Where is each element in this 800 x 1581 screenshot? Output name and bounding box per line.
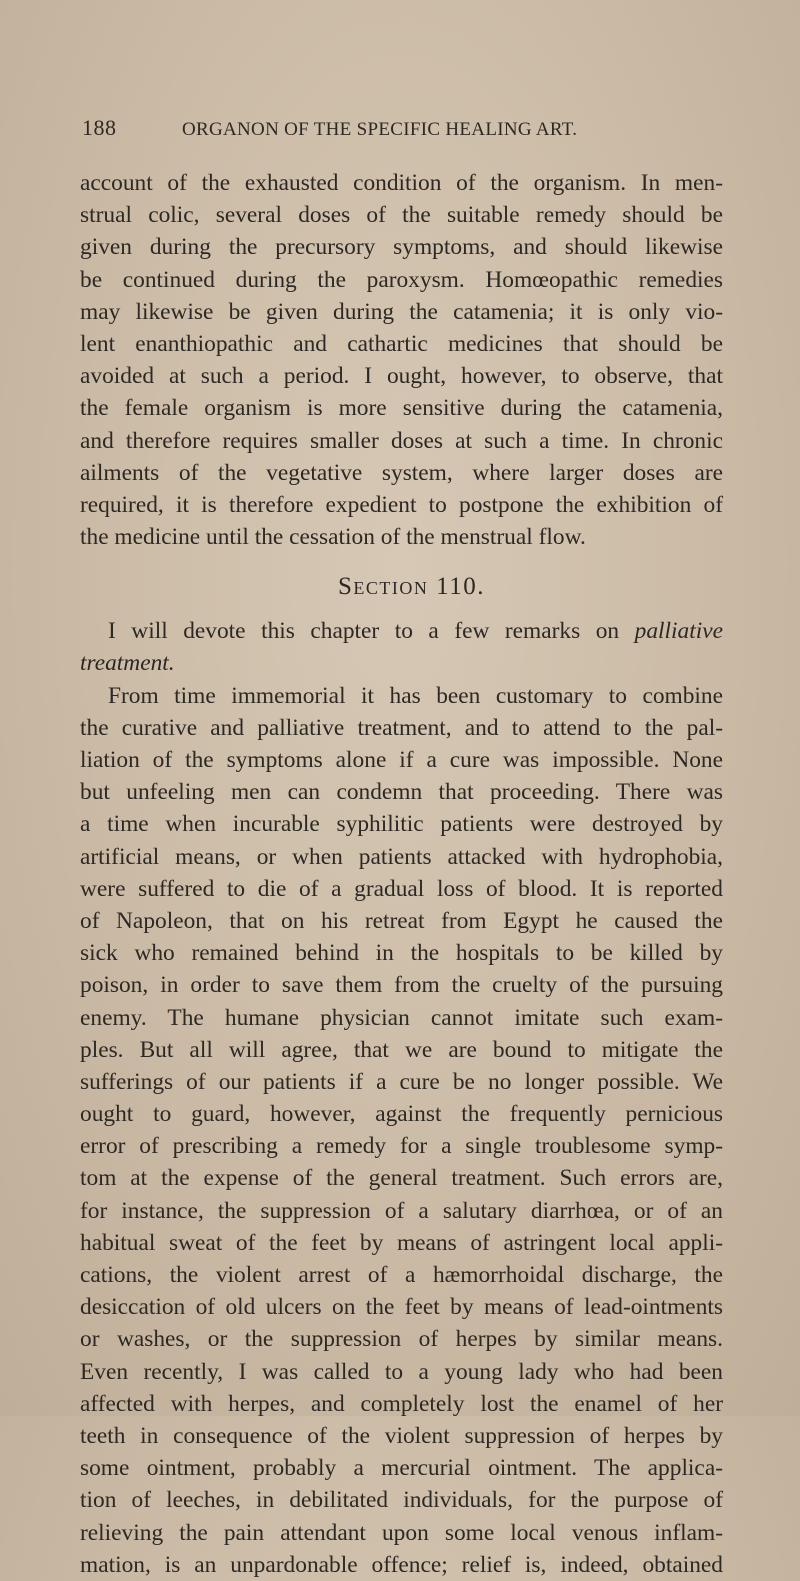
text-line: sick who remained behind in the hospitals to be killed by <box>80 940 723 967</box>
text-line: may likewise be given during the catamenia; it is only vio- <box>80 298 723 325</box>
text-line: artificial means, or when patients attacked with hydrophobia, <box>80 843 723 870</box>
text-line: the female organism is more sensitive during the catamenia, <box>80 395 723 422</box>
text-line: From time immemorial it has been customary to combine <box>108 682 723 709</box>
page-number: 188 <box>82 115 117 140</box>
page-header <box>82 115 722 141</box>
italic-term: treatment. <box>80 650 175 677</box>
text-line: some ointment, probably a mercurial ointment. The applica- <box>80 1455 723 1482</box>
text-line: given during the precursory symptoms, and should likewise <box>80 234 723 261</box>
text-line: account of the exhausted condition of the organism. In men- <box>80 170 723 196</box>
text-line: mation, is an unpardonable offence; relief is, indeed, obtained <box>80 1551 723 1578</box>
text-line: desiccation of old ulcers on the feet by means of lead-ointments <box>80 1294 723 1321</box>
text-line: liation of the symptoms alone if a cure was impossible. None <box>80 747 723 773</box>
text-line: cations, the violent arrest of a hæmorrhoidal discharge, the <box>80 1262 723 1288</box>
paragraph-2 <box>80 615 723 679</box>
text-line: Even recently, I was called to a young lady who had been <box>80 1358 723 1385</box>
text-line: of Napoleon, that on his retreat from Egypt he caused the <box>80 907 723 934</box>
text-line: the curative and palliative treatment, and to attend to the pal- <box>80 714 723 741</box>
running-head: ORGANON OF THE SPECIFIC HEALING ART. <box>182 119 578 140</box>
text-line: lent enanthiopathic and cathartic medicines that should be <box>80 330 723 357</box>
text-line: relieving the pain attendant upon some local venous inflam- <box>80 1519 723 1546</box>
paragraph-3 <box>80 680 723 1581</box>
text-line: teeth in consequence of the violent suppression of herpes by <box>80 1422 723 1449</box>
text-line: strual colic, several doses of the suitable remedy should be <box>80 202 723 229</box>
text-line: for instance, the suppression of a salutary diarrhœa, or of an <box>80 1197 723 1224</box>
text-line: ples. But all will agree, that we are bound to mitigate the <box>80 1036 723 1063</box>
section-heading: Section 110. <box>338 573 485 601</box>
text-run: I will devote this chapter to a few remarks on <box>108 618 635 645</box>
text-line: ailments of the vegetative system, where larger doses are <box>80 459 723 486</box>
text-line: enemy. The humane physician cannot imitate such exam- <box>80 1004 723 1031</box>
body-text <box>80 167 723 1581</box>
text-line: affected with herpes, and completely lost the enamel of her <box>80 1390 723 1417</box>
text-line: or washes, or the suppression of herpes by similar means. <box>80 1326 723 1353</box>
text-line: be continued during the paroxysm. Homœopathic remedies <box>80 266 723 293</box>
text-line: the medicine until the cessation of the menstrual flow. <box>80 524 586 551</box>
text-line <box>80 615 723 647</box>
text-line: habitual sweat of the feet by means of astringent local appli- <box>80 1229 723 1256</box>
text-line: required, it is therefore expedient to postpone the exhibition of <box>80 491 723 518</box>
text-line: ought to guard, however, against the frequently pernicious <box>80 1101 723 1128</box>
text-line: avoided at such a period. I ought, however, to observe, that <box>80 363 723 390</box>
italic-term: palliative <box>634 618 723 645</box>
text-line: but unfeeling men can condemn that proceeding. There was <box>80 779 723 806</box>
text-line: a time when incurable syphilitic patients were destroyed by <box>80 811 723 838</box>
text-line: poison, in order to save them from the cruelty of the pursuing <box>80 972 723 999</box>
paragraph-1 <box>80 167 723 553</box>
text-line: were suffered to die of a gradual loss of blood. It is reported <box>80 875 723 902</box>
text-line: tion of leeches, in debilitated individuals, for the purpose of <box>80 1487 723 1514</box>
text-line: error of prescribing a remedy for a single troublesome symp- <box>80 1133 723 1160</box>
text-line: and therefore requires smaller doses at such a time. In chronic <box>80 427 723 454</box>
text-line: sufferings of our patients if a cure be no longer possible. We <box>80 1068 723 1095</box>
text-line: tom at the expense of the general treatment. Such errors are, <box>80 1165 723 1192</box>
text-line <box>80 647 723 679</box>
